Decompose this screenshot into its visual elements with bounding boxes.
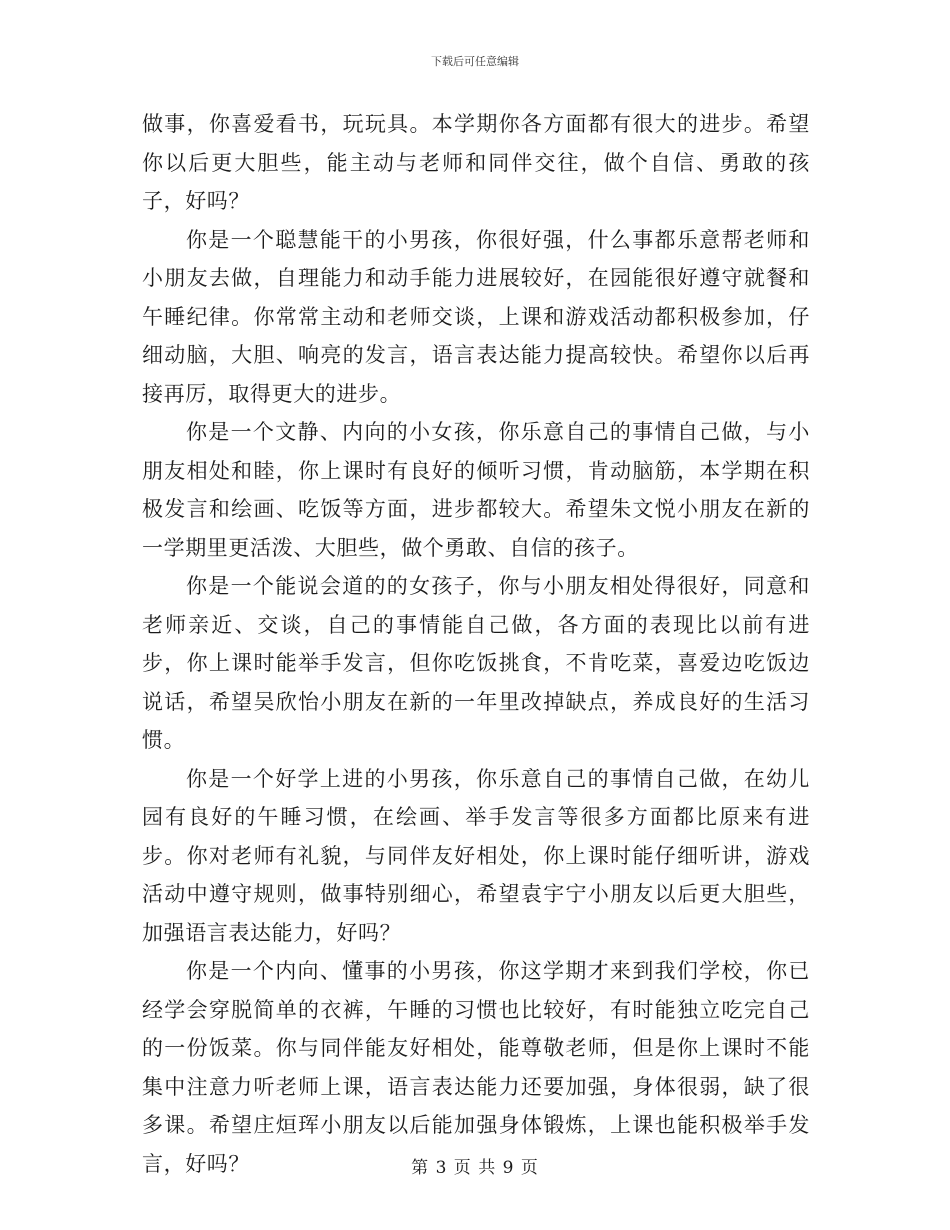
paragraph-4: 你是一个能说会道的的女孩子，你与小朋友相处得很好，同意和老师亲近、交谈，自己的事情能自己做，各方面的表现比以前有进步，你上课时能举手发言，但你吃饭挑食，不肯吃菜，喜爱边吃饭边说话，希望吴欣怡小朋友在新的一年里改掉缺点，养成良好的生活习惯。 — [142, 574, 810, 752]
paragraph-6: 你是一个内向、懂事的小男孩，你这学期才来到我们学校，你已经学会穿脱简单的衣裤，午睡的习惯也比较好，有时能独立吃完自己的一份饭菜。你与同伴能友好相处，能尊敬老师，但是你上课时不能集中注意力听老师上课，语言表达能力还要加强，身体很弱，缺了很多课。希望庄烜珲小朋友以后能加强身体锻炼，上课也能积极举手发言，好吗？ — [142, 959, 810, 1176]
document-body — [142, 105, 810, 1183]
page-header: 下载后可任意编辑 — [431, 55, 519, 68]
paragraph-1: 做事，你喜爱看书，玩玩具。本学期你各方面都有很大的进步。希望你以后更大胆些，能主动与老师和同伴交往，做个自信、勇敢的孩子，好吗？ — [142, 112, 810, 213]
paragraph-2: 你是一个聪慧能干的小男孩，你很好强，什么事都乐意帮老师和小朋友去做，自理能力和动手能力进展较好，在园能很好遵守就餐和午睡纪律。你常常主动和老师交谈，上课和游戏活动都积极参加，仔细动脑，大胆、响亮的发言，语言表达能力提高较快。希望你以后再接再厉，取得更大的进步。 — [142, 227, 810, 406]
paragraph-5: 你是一个好学上进的小男孩，你乐意自己的事情自己做，在幼儿园有良好的午睡习惯，在绘画、举手发言等很多方面都比原来有进步。你对老师有礼貌，与同伴友好相处，你上课时能仔细听讲，游戏活动中遵守规则，做事特别细心，希望袁宇宁小朋友以后更大胆些，加强语言表达能力，好吗？ — [142, 766, 810, 945]
page-number: 第 3 页 共 9 页 — [411, 1158, 539, 1178]
paragraph-3: 你是一个文静、内向的小女孩，你乐意自己的事情自己做，与小朋友相处和睦，你上课时有良好的倾听习惯，肯动脑筋，本学期在积极发言和绘画、吃饭等方面，进步都较大。希望朱文悦小朋友在新的一学期里更活泼、大胆些，做个勇敢、自信的孩子。 — [142, 420, 810, 560]
